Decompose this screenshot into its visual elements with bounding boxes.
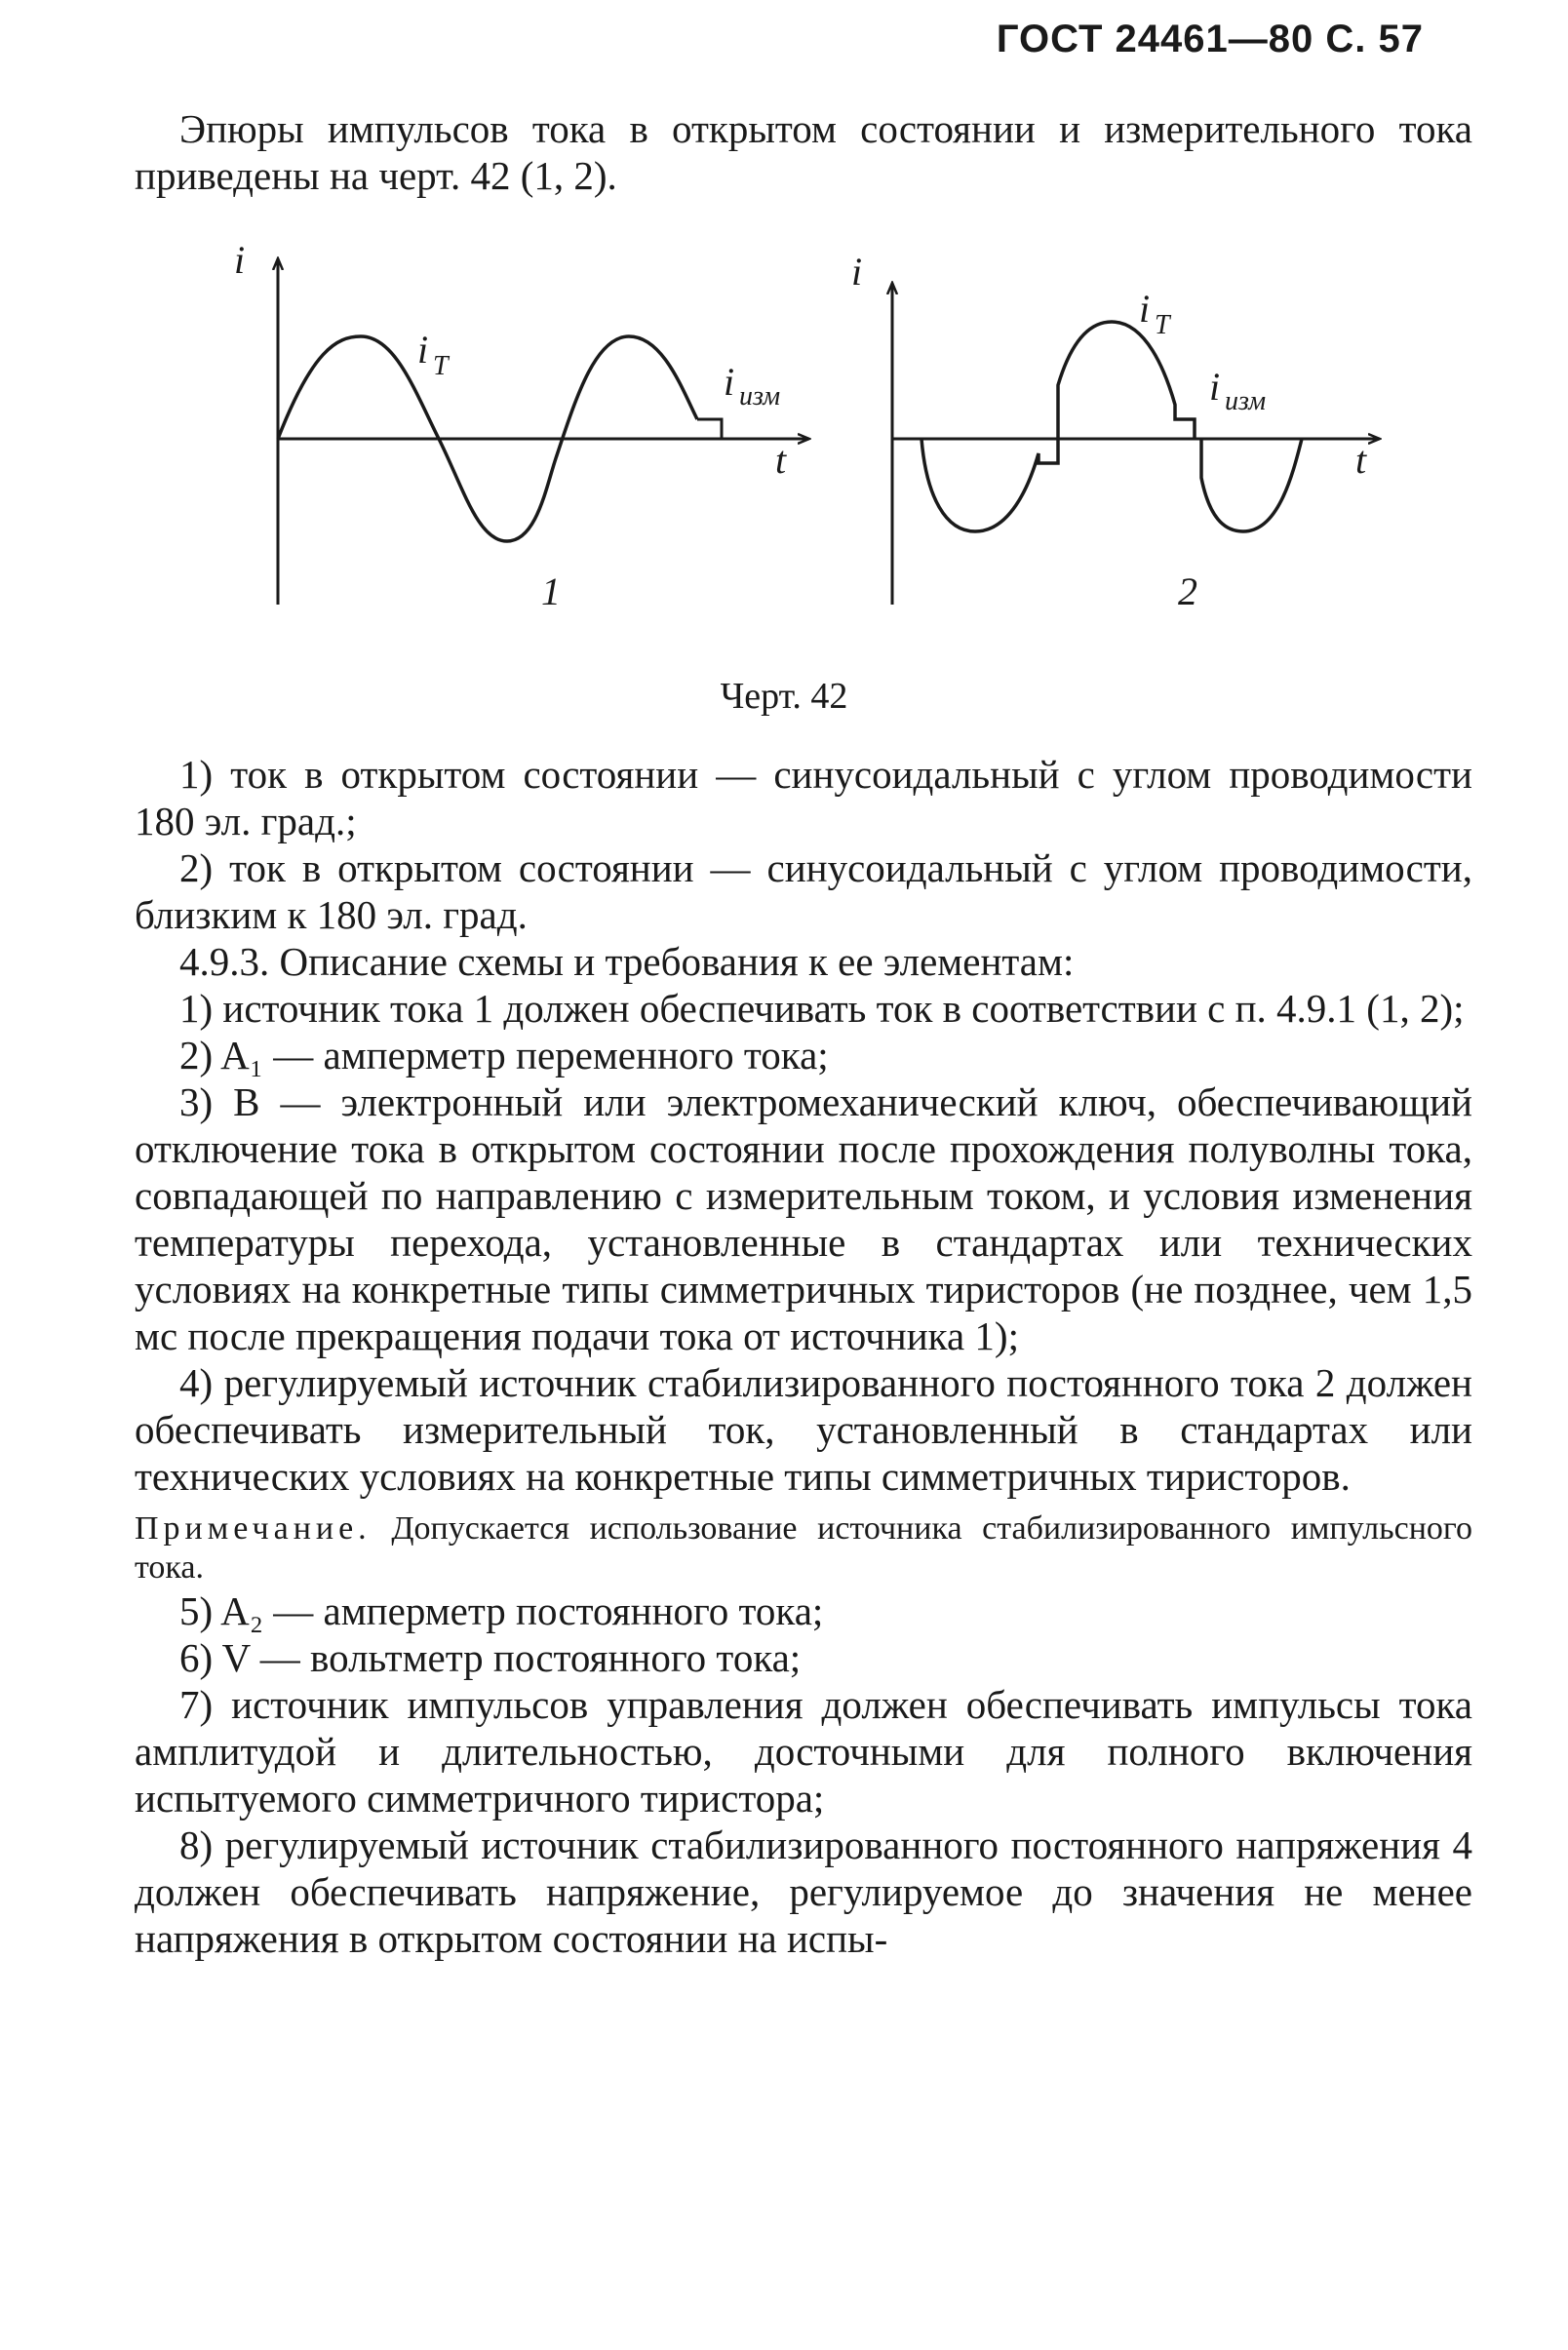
- item-b-3: 3) B — электронный или электромеханический ключ, обеспечивающий отключение тока в открытом состоянии после прохождения полуволны тока, совпадающей по направлению с измерительным током, и условия изменения температуры перехода, установленные в стандартах или технических условиях на конкретные типы симметричных тиристоров (не позднее, чем 1,5 мс после прекращения подачи тока от источника 1);: [135, 1079, 1472, 1358]
- item-c-6: 6) V — вольтметр постоянного тока;: [179, 1635, 802, 1680]
- intro-paragraph: [135, 105, 1472, 199]
- figure-42: [0, 244, 1568, 653]
- plot2-iT-label: i: [1139, 287, 1151, 331]
- plot1-iizm-label: i: [724, 360, 735, 404]
- item-a-2: 2) ток в открытом состоянии — синусоидальный с углом проводимости, близким к 180 эл. град.: [135, 845, 1472, 937]
- plot1-iT-sub: T: [433, 351, 449, 381]
- plot2-axis-t-label: t: [1355, 438, 1367, 482]
- figure-caption: Черт. 42: [720, 676, 848, 717]
- plot1-number: 1: [541, 569, 561, 613]
- item-c-7: 7) источник импульсов управления должен обеспечивать импульсы тока амплитудой и длительностью, досточными для полного включения испытуемого симметричного тиристора;: [135, 1682, 1472, 1821]
- page-header: ГОСТ 24461—80 С. 57: [996, 18, 1424, 60]
- note-text: Допускается использование источника стабилизированного импульсного тока.: [135, 1510, 1472, 1586]
- plot1-axis-t-label: t: [775, 438, 787, 482]
- intro-text: Эпюры импульсов тока в открытом состоянии и измерительного тока приведены на черт. 42 (1, 2).: [135, 106, 1472, 198]
- plot2-curve: [921, 322, 1302, 531]
- item-b-1: 1) источник тока 1 должен обеспечивать ток в соответствии с п. 4.9.1 (1, 2);: [179, 986, 1465, 1031]
- plot-2: [851, 250, 1380, 613]
- plot2-number: 2: [1178, 569, 1197, 613]
- section-heading: 4.9.3. Описание схемы и требования к ее элементам:: [179, 939, 1075, 984]
- plot2-iizm-label: i: [1209, 365, 1221, 409]
- waveform-diagrams: [0, 244, 1568, 653]
- plot1-iizm-sub: изм: [739, 381, 781, 411]
- item-b-2: 2) A₁ — амперметр переменного тока;: [179, 1033, 829, 1077]
- plot1-axis-i-label: i: [234, 244, 246, 282]
- plot1-measure-pulse: [697, 419, 722, 439]
- item-c-8: 8) регулируемый источник стабилизированного постоянного напряжения 4 должен обеспечивать напряжение, регулируемое до значения не менее напряжения в открытом состоянии на испы-: [135, 1822, 1472, 1961]
- plot-1: [234, 244, 809, 613]
- note-label: Примечание.: [135, 1510, 372, 1547]
- item-a-1: 1) ток в открытом состоянии — синусоидальный с углом проводимости 180 эл. град.;: [135, 752, 1472, 843]
- item-b-4: 4) регулируемый источник стабилизированного постоянного тока 2 должен обеспечивать измерительный ток, установленный в стандартах или технических условиях на конкретные типы симметричных тиристоров.: [135, 1360, 1472, 1499]
- main-text: [135, 751, 1472, 1962]
- plot2-iT-sub: T: [1155, 310, 1170, 340]
- plot2-axis-i-label: i: [851, 250, 863, 294]
- item-c-5: 5) A₂ — амперметр постоянного тока;: [179, 1588, 824, 1633]
- plot1-iT-label: i: [417, 328, 429, 372]
- note: [135, 1509, 1472, 1587]
- plot2-iizm-sub: изм: [1225, 386, 1267, 416]
